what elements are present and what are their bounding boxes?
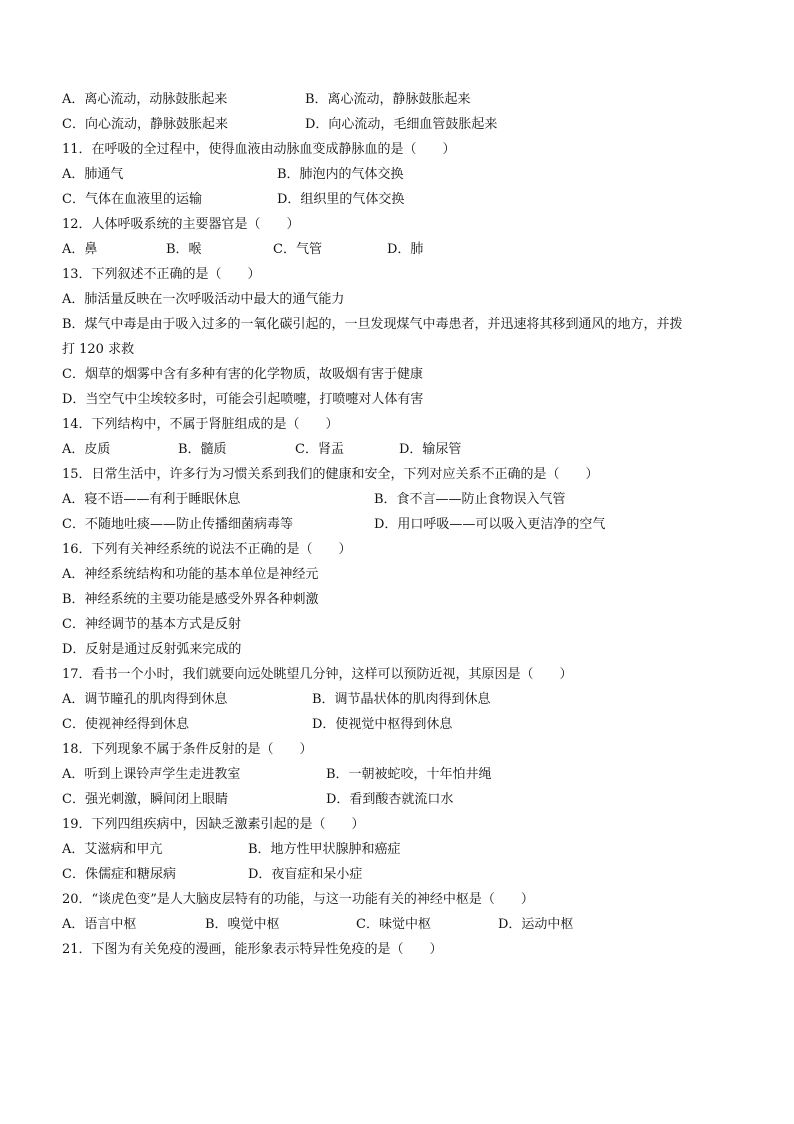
q19-option-d: D．夜盲症和呆小症 <box>248 867 363 882</box>
q11-option-c: C．气体在血液里的运输 <box>62 192 202 207</box>
q21-stem: 21．下图为有关免疫的漫画，能形象表示特异性免疫的是（ ） <box>62 942 443 957</box>
q16-stem: 16．下列有关神经系统的说法不正确的是（ ） <box>62 542 352 557</box>
q16-option-b: B．神经系统的主要功能是感受外界各种刺激 <box>62 592 319 607</box>
q16-option-a: A．神经系统结构和功能的基本单位是神经元 <box>62 567 319 582</box>
q13-option-b-line-2: 打 120 求救 <box>62 342 135 357</box>
q16-option-d: D．反射是通过反射弧来完成的 <box>62 642 242 657</box>
q15-stem: 15．日常生活中，许多行为习惯关系到我们的健康和安全，下列对应关系不正确的是（ ） <box>62 467 599 482</box>
q12-option-a: A．鼻 <box>62 242 98 257</box>
q15-option-c: C．不随地吐痰——防止传播细菌病毒等 <box>62 517 293 532</box>
q18-option-b: B．一朝被蛇咬，十年怕井绳 <box>326 767 492 782</box>
q14-option-a: A．皮质 <box>62 442 111 457</box>
q18-option-a: A．听到上课铃声学生走进教室 <box>62 767 241 782</box>
q17-option-b: B．调节晶状体的肌肉得到休息 <box>312 692 491 707</box>
q13-option-d: D．当空气中尘埃较多时，可能会引起喷嚏，打喷嚏对人体有害 <box>62 392 424 407</box>
q10-option-d: D．向心流动，毛细血管鼓胀起来 <box>305 117 498 132</box>
q10-option-a: A．离心流动，动脉鼓胀起来 <box>62 92 228 107</box>
q18-option-c: C．强光刺激，瞬间闭上眼睛 <box>62 792 228 807</box>
q20-stem: 20．“谈虎色变”是人大脑皮层特有的功能，与这一功能有关的神经中枢是（ ） <box>62 892 534 907</box>
q15-option-a: A．寝不语——有利于睡眠休息 <box>62 492 241 507</box>
q11-option-d: D．组织里的气体交换 <box>277 192 405 207</box>
q14-option-b: B．髓质 <box>178 442 227 457</box>
q19-option-b: B．地方性甲状腺肿和癌症 <box>248 842 401 857</box>
q17-stem: 17．看书一个小时，我们就要向远处眺望几分钟，这样可以预防近视，其原因是（ ） <box>62 667 573 682</box>
q11-option-a: A．肺通气 <box>62 167 124 182</box>
q14-option-c: C．肾盂 <box>295 442 344 457</box>
q19-option-c: C．侏儒症和糖尿病 <box>62 867 176 882</box>
q19-option-a: A．艾滋病和甲亢 <box>62 842 163 857</box>
q13-option-c: C．烟草的烟雾中含有多种有害的化学物质，故吸烟有害于健康 <box>62 367 423 382</box>
q10-option-c: C．向心流动，静脉鼓胀起来 <box>62 117 228 132</box>
q11-stem: 11．在呼吸的全过程中，使得血液由动脉血变成静脉血的是（ ） <box>62 142 456 157</box>
q12-stem: 12．人体呼吸系统的主要器官是（ ） <box>62 217 300 232</box>
q15-option-d: D．用口呼吸——可以吸入更洁净的空气 <box>374 517 606 532</box>
q19-stem: 19．下列四组疾病中，因缺乏激素引起的是（ ） <box>62 817 365 832</box>
q11-option-b: B．肺泡内的气体交换 <box>277 167 404 182</box>
q20-option-d: D．运动中枢 <box>498 917 574 932</box>
q17-option-c: C．使视神经得到休息 <box>62 717 189 732</box>
q14-stem: 14．下列结构中，不属于肾脏组成的是（ ） <box>62 417 339 432</box>
q15-option-b: B．食不言——防止食物误入气管 <box>374 492 566 507</box>
q20-option-c: C．味觉中枢 <box>356 917 431 932</box>
q13-option-a: A．肺活量反映在一次呼吸活动中最大的通气能力 <box>62 292 345 307</box>
q12-option-d: D．肺 <box>387 242 424 257</box>
q17-option-a: A．调节瞳孔的肌肉得到休息 <box>62 692 228 707</box>
q16-option-c: C．神经调节的基本方式是反射 <box>62 617 241 632</box>
q12-option-c: C．气管 <box>273 242 322 257</box>
q12-option-b: B．喉 <box>166 242 202 257</box>
q18-option-d: D．看到酸杏就流口水 <box>326 792 454 807</box>
q20-option-b: B．嗅觉中枢 <box>205 917 280 932</box>
q17-option-d: D．使视觉中枢得到休息 <box>312 717 453 732</box>
q14-option-d: D．输尿管 <box>399 442 462 457</box>
q13-stem: 13．下列叙述不正确的是（ ） <box>62 267 261 282</box>
q13-option-b-line-1: B．煤气中毒是由于吸入过多的一氧化碳引起的，一旦发现煤气中毒患者，并迅速将其移到通风的地方，并拨 <box>62 317 683 332</box>
q10-option-b: B．离心流动，静脉鼓胀起来 <box>305 92 471 107</box>
q20-option-a: A．语言中枢 <box>62 917 137 932</box>
q18-stem: 18．下列现象不属于条件反射的是（ ） <box>62 742 313 757</box>
